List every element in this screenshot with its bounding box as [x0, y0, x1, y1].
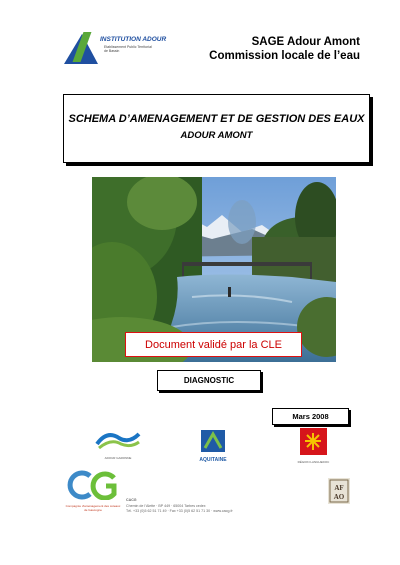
- afao-mark: [328, 478, 350, 504]
- region-logo: [296, 428, 331, 464]
- logo-name: INSTITUTION ADOUR: [100, 36, 167, 43]
- aquitaine-logo: [192, 428, 234, 464]
- diagnostic-label: DIAGNOSTIC: [157, 370, 261, 391]
- adour-garonne-label: ADOUR GARONNE: [104, 456, 132, 460]
- aquitaine-label: AQUITAINE: [199, 457, 227, 463]
- adour-garonne-mark: [93, 426, 143, 452]
- svg-text:AO: AO: [333, 493, 345, 501]
- afao-logo: [328, 478, 350, 510]
- contact-org: CACG: [126, 498, 137, 502]
- aquitaine-mark: [192, 428, 234, 454]
- document-subtitle: ADOUR AMONT: [180, 130, 253, 141]
- cacg-mark: [64, 470, 122, 500]
- cacg-logo: [64, 470, 122, 518]
- validation-stamp: Document validé par la CLE: [125, 332, 302, 357]
- title-box: [63, 94, 370, 163]
- document-title: SCHEMA D’AMENAGEMENT ET DE GESTION DES EAUX: [68, 113, 365, 125]
- contact-phone: Tél. +33 (0)5 62 51 71 49 · Fax +33 (0)5 62 51 71 30 · www.cacg.fr: [126, 509, 233, 514]
- header-title-line1: SAGE Adour Amont: [251, 36, 360, 48]
- region-label: RÉGION LANGUEDOC: [297, 460, 330, 464]
- region-mark: [296, 428, 331, 456]
- header-title: [209, 35, 360, 63]
- logo-subtitle: Etablissement Public Territorial de Bassin: [104, 45, 152, 54]
- adour-garonne-logo: [93, 426, 143, 464]
- institution-adour-logo: [64, 30, 168, 70]
- header-title-line2: Commission locale de l’eau: [209, 50, 360, 62]
- svg-text:AF: AF: [334, 484, 344, 492]
- contact-block: [126, 498, 276, 515]
- contact-address: Chemin de l’Alette · BP 449 · 65004 Tarbes cedex: [126, 503, 206, 508]
- cacg-caption: Compagnie d’aménagement des coteaux de Gascogne: [65, 504, 121, 512]
- document-date: Mars 2008: [272, 408, 349, 425]
